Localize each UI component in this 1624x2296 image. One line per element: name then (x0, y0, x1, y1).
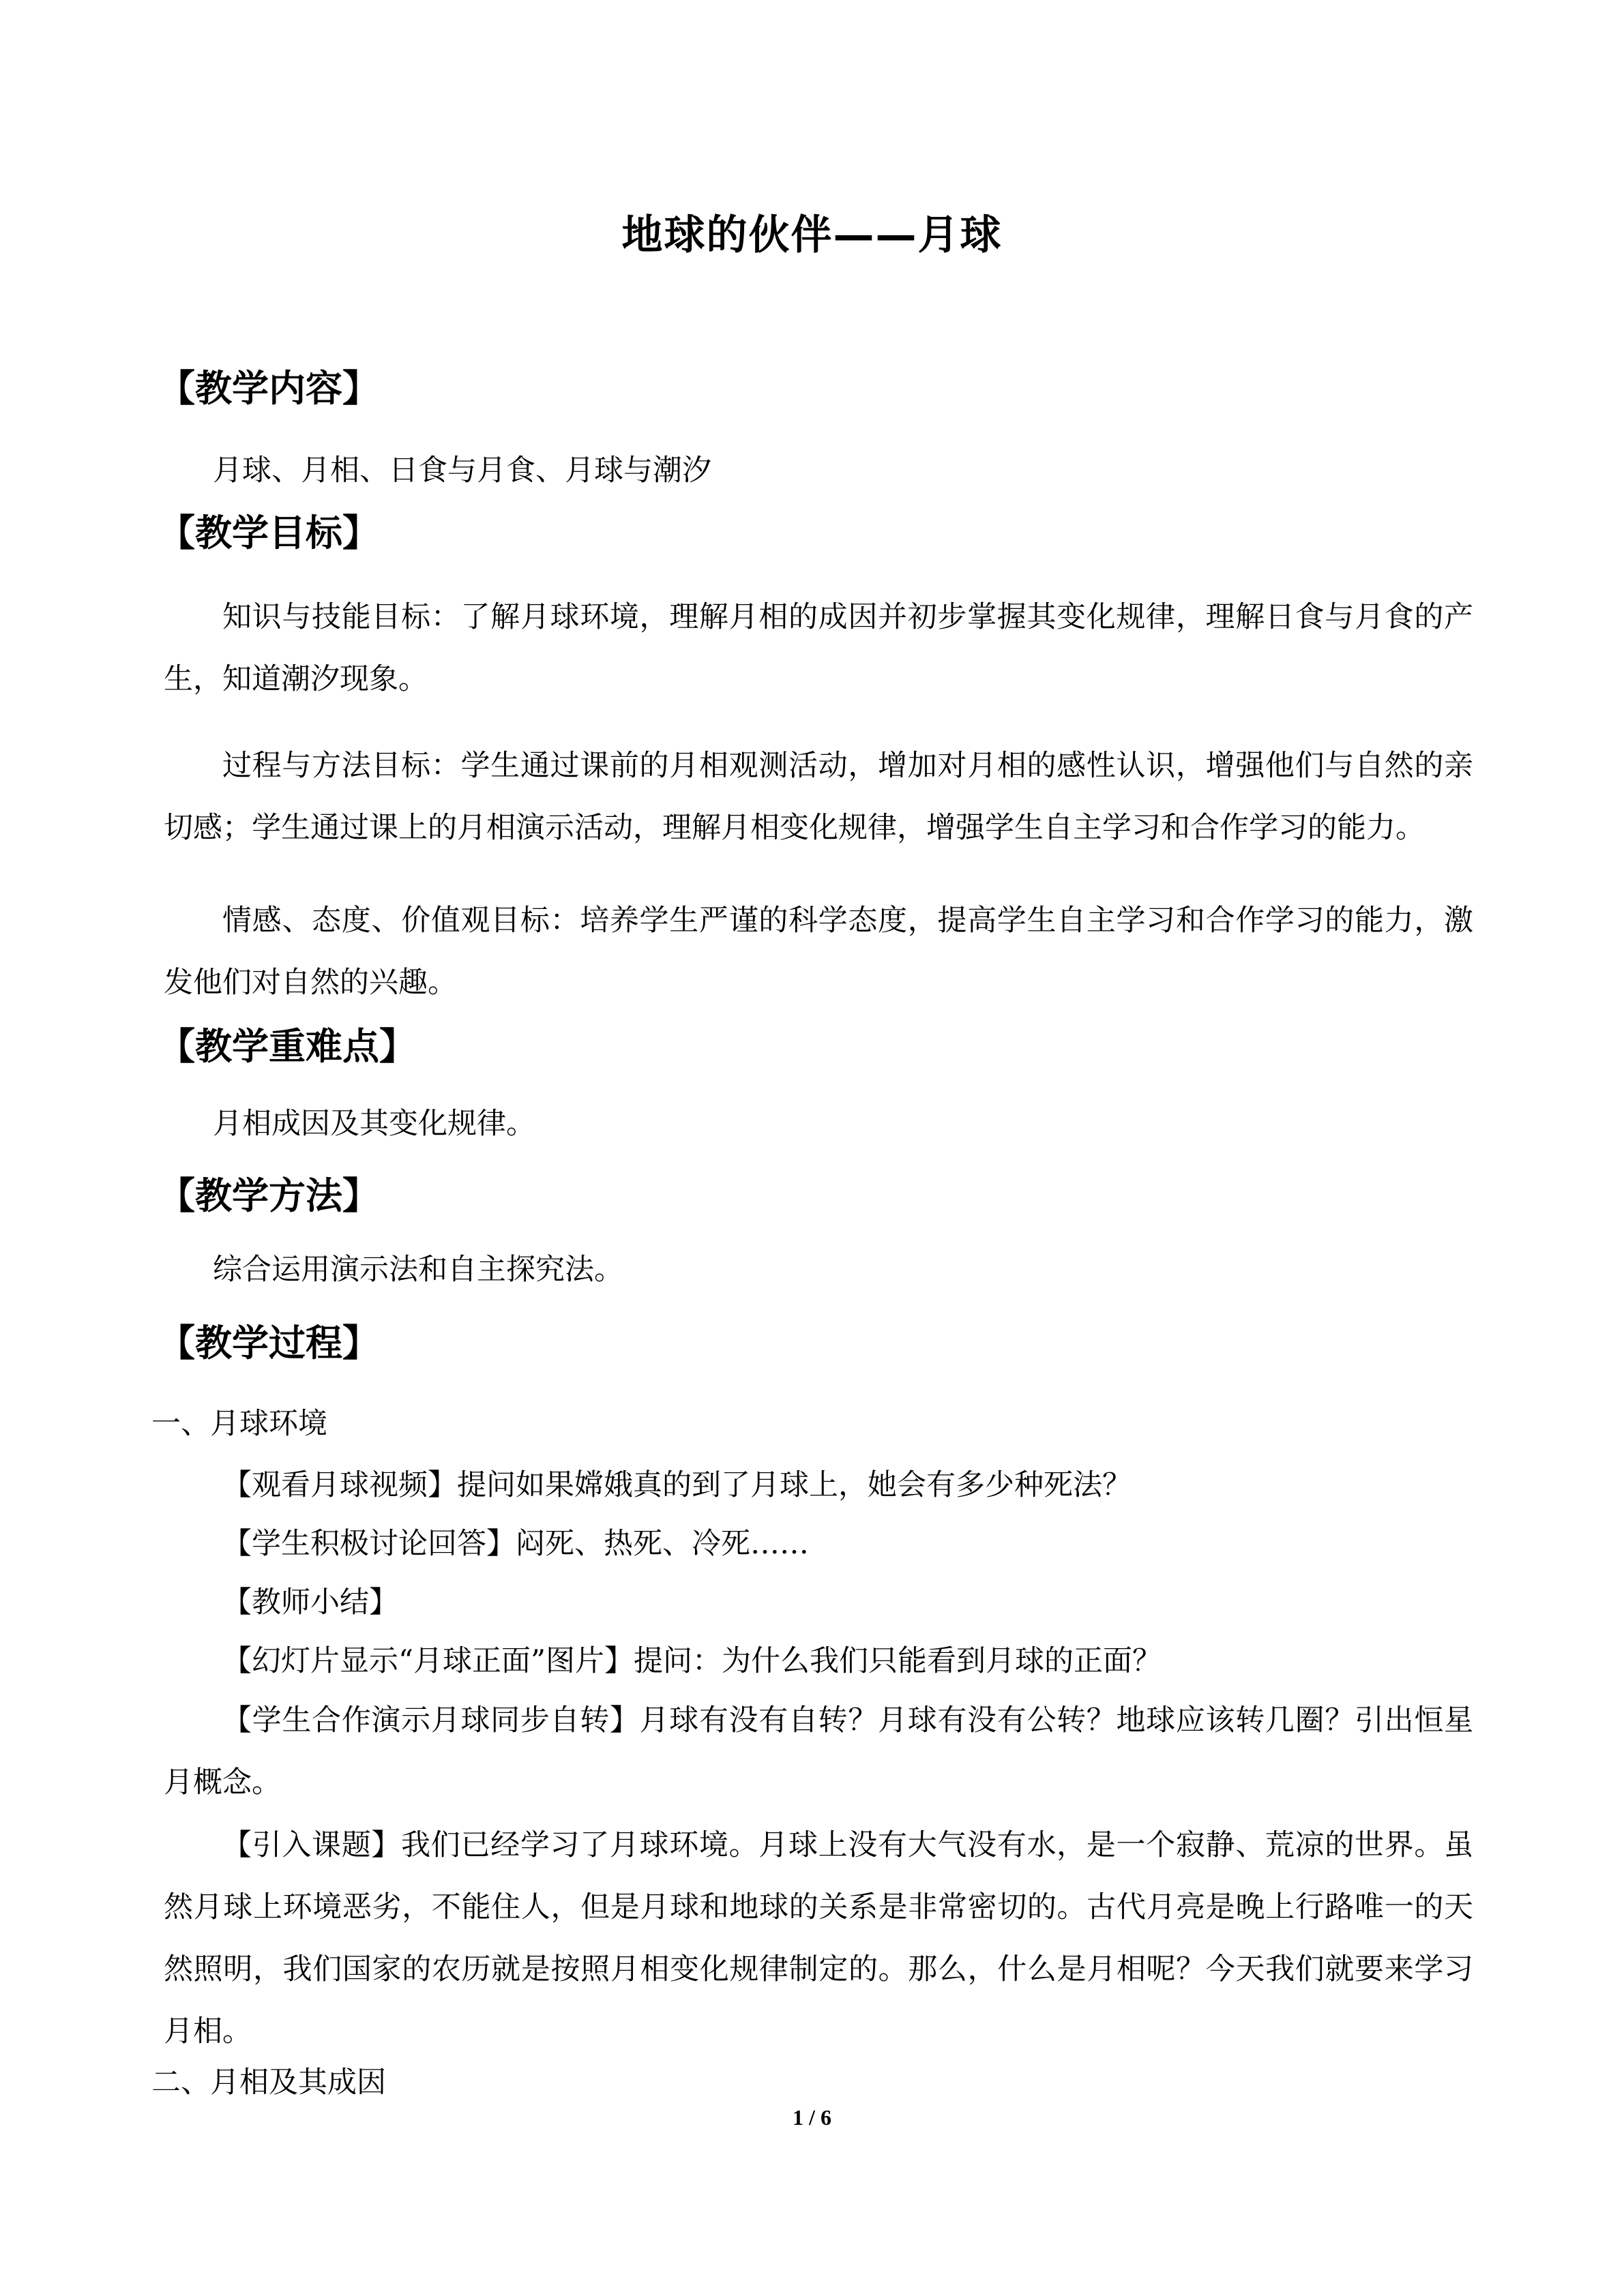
process-part-title: 一、月球环境 (151, 1407, 327, 1441)
heading-teaching-process: 【教学过程】 (158, 1322, 379, 1365)
page-number: 1 / 6 (793, 2105, 831, 2130)
process-intro-paragraph: 【引入课题】我们已经学习了月球环境。月球上没有大气没有水，是一个寂静、荒凉的世界。虽然月球上环境恶劣，不能住人，但是月球和地球的关系是非常密切的。古代月亮是晚上行路唯一的天然照明，我们国家的农历就是按照月相变化规律制定的。那么，什么是月相呢？今天我们就要来学习月相。 (164, 1828, 1473, 2048)
heading-teaching-content: 【教学内容】 (158, 367, 379, 410)
process-item: 【幻灯片显示“月球正面”图片】提问：为什么我们只能看到月球的正面？ (222, 1644, 1162, 1678)
process-item: 【学生积极讨论回答】闷死、热死、冷死…… (222, 1527, 809, 1561)
process-item: 【观看月球视频】提问如果嫦娥真的到了月球上，她会有多少种死法？ (222, 1468, 1132, 1502)
key-points-text: 月相成因及其变化规律。 (213, 1107, 535, 1141)
goal-paragraph: 情感、态度、价值观目标：培养学生严谨的科学态度，提高学生自主学习和合作学习的能力，激发他们对自然的兴趣。 (164, 904, 1473, 1000)
process-item: 【教师小结】 (222, 1585, 398, 1620)
process-part-title: 二、月相及其成因 (151, 2066, 386, 2100)
process-demo-paragraph: 【学生合作演示月球同步自转】月球有没有自转？月球有没有公转？地球应该转几圈？引出恒星月概念。 (164, 1703, 1473, 1800)
heading-key-points: 【教学重难点】 (158, 1025, 416, 1068)
page-title: 地球的伙伴——月球 (621, 211, 1003, 259)
heading-teaching-methods: 【教学方法】 (158, 1174, 379, 1217)
teaching-methods-text: 综合运用演示法和自主探究法。 (213, 1253, 623, 1287)
goal-paragraph: 过程与方法目标：学生通过课前的月相观测活动，增加对月相的感性认识，增强他们与自然的亲切感；学生通过课上的月相演示活动，理解月相变化规律，增强学生自主学习和合作学习的能力。 (164, 749, 1473, 845)
teaching-content-text: 月球、月相、日食与月食、月球与潮汐 (213, 453, 711, 488)
heading-teaching-goals: 【教学目标】 (158, 511, 379, 554)
goal-paragraph: 知识与技能目标：了解月球环境，理解月相的成因并初步掌握其变化规律，理解日食与月食的产生，知道潮汐现象。 (164, 600, 1473, 696)
